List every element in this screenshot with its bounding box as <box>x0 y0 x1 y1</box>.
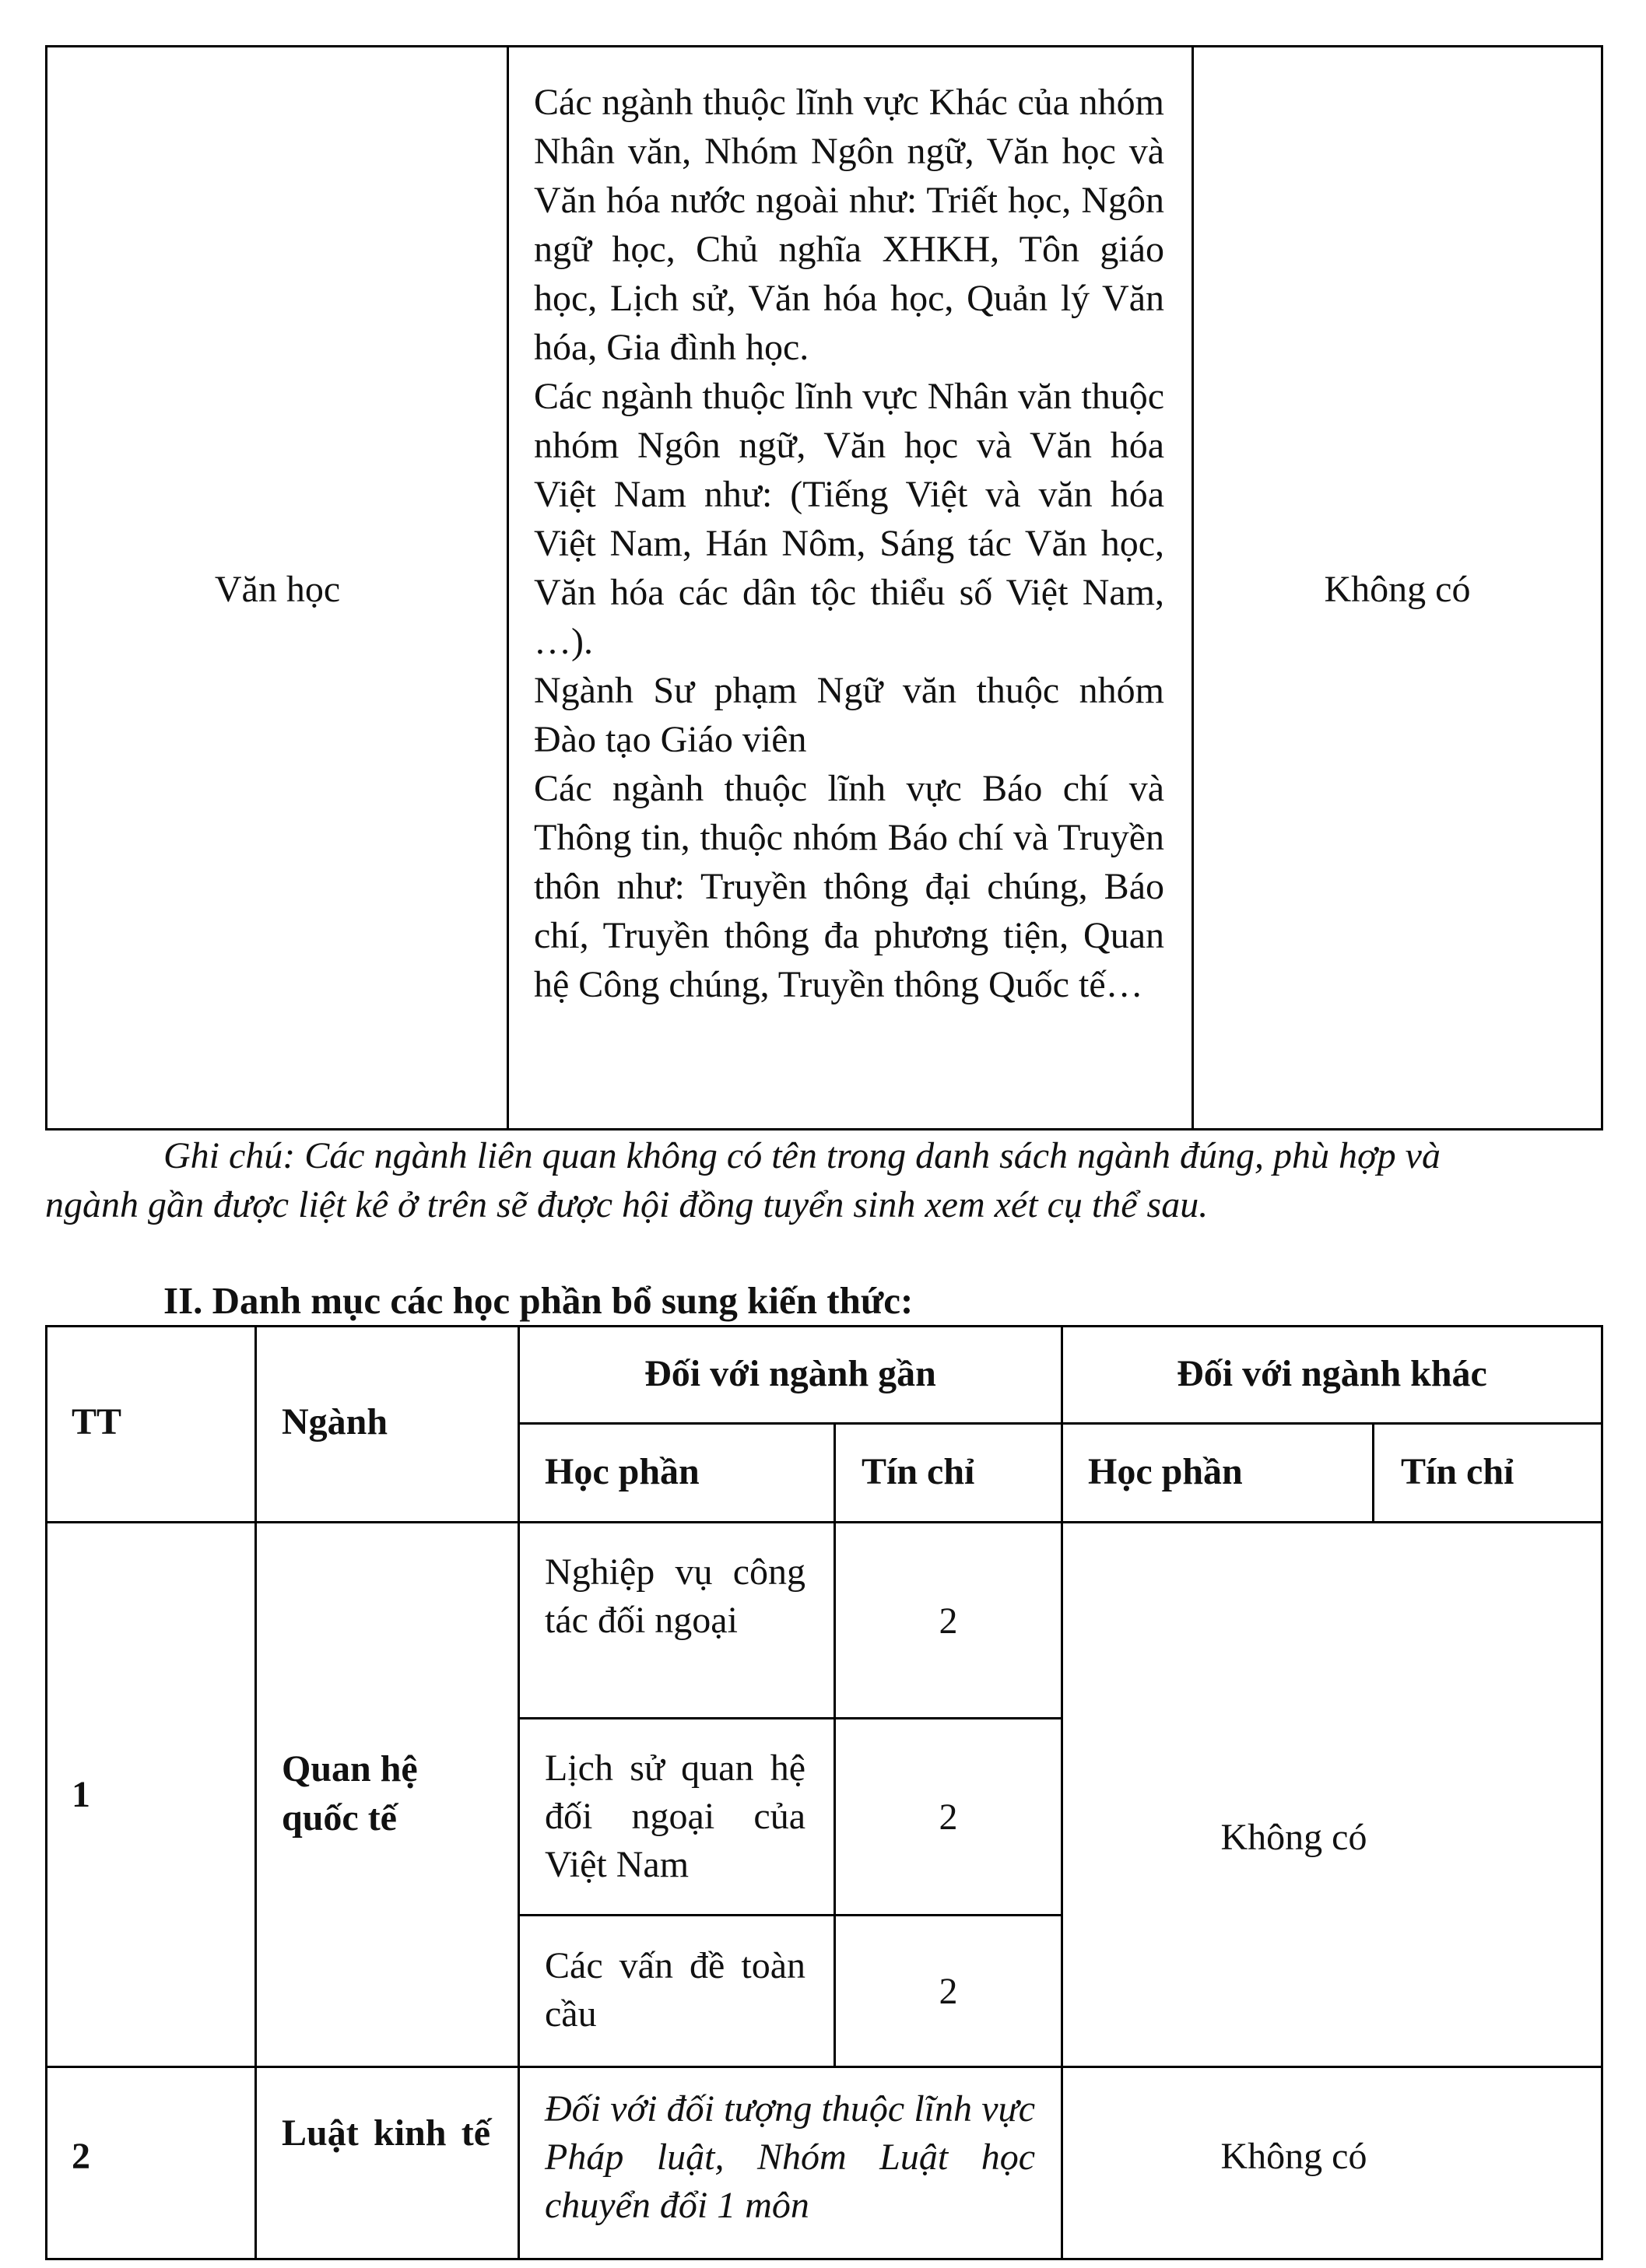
row-2-tt: 2 <box>72 2136 90 2177</box>
note-line-2: ngành gần được liệt kê ở trên sẽ được hội đồng tuyển sinh xem xét cụ thể sau. <box>45 1184 1209 1225</box>
row-2-other: Không có <box>1220 2136 1367 2177</box>
related-field-item: Các ngành thuộc lĩnh vực Nhân văn thuộc nhóm Ngôn ngữ, Văn học và Văn hóa Việt Nam như: (Tiếng Việt và văn hóa Việt Nam, Hán Nôm, Sáng tác Văn học, Văn hóa các dân tộc thiểu số Việt Nam, …). <box>534 376 1164 662</box>
header-near-group: Đối với ngành gần <box>644 1353 936 1394</box>
header-course-near: Học phần <box>545 1451 700 1492</box>
table-border <box>518 1914 1062 1916</box>
related-field-item: Các ngành thuộc lĩnh vực Khác của nhóm Nhân văn, Nhóm Ngôn ngữ, Văn học và Văn hóa nước ngoài như: Triết học, Ngôn ngữ học, Chủ nghĩa XHKH, Tôn giáo học, Lịch sử, Văn hóa học, Quản lý Văn hóa, Gia đình học. <box>534 82 1164 368</box>
row-1-other: Không có <box>1220 1817 1367 1858</box>
section-heading: II. Danh mục các học phần bổ sung kiến thức: <box>163 1279 914 1322</box>
row-1-tt: 1 <box>72 1774 90 1815</box>
table-border <box>45 45 47 1130</box>
row-1-course-3: Các vấn đề toàn cầu <box>545 1945 805 2035</box>
row-2-major: Luật kinh tế <box>282 2112 490 2154</box>
header-major: Ngành <box>282 1401 388 1442</box>
major-name-cell: Văn học <box>214 569 341 610</box>
table-border <box>45 2066 1603 2068</box>
table-border <box>1061 1325 1063 2260</box>
header-tt: TT <box>72 1401 122 1442</box>
row-1-course-1: Nghiệp vụ công tác đối ngoại <box>545 1551 805 1641</box>
table-border <box>1372 1422 1374 1521</box>
table-border <box>45 1325 47 2260</box>
table-border <box>45 1128 1603 1130</box>
note-line-1: Ghi chú: Các ngành liên quan không có tên trong danh sách ngành đúng, phù hợp và <box>163 1135 1441 1176</box>
table-border <box>45 1325 1603 1327</box>
table-border <box>507 45 509 1130</box>
row-1-credits-3: 2 <box>939 1971 958 2012</box>
table-border <box>254 1325 257 2260</box>
header-credits-other: Tín chỉ <box>1401 1451 1514 1492</box>
row-1-major: Quan hệ quốc tế <box>282 1748 418 1839</box>
related-field-item: Các ngành thuộc lĩnh vực Báo chí và Thông tin, thuộc nhóm Báo chí và Truyền thôn như: Truyền thông đại chúng, Báo chí, Truyền thông đa phương tiện, Quan hệ Công chúng, Truyền thông Quốc tế… <box>534 768 1164 1005</box>
header-other-group: Đối với ngành khác <box>1177 1353 1487 1394</box>
table-border <box>45 2258 1603 2260</box>
row-1-credits-2: 2 <box>939 1797 958 1838</box>
row-2-near-note: Đối với đối tượng thuộc lĩnh vực Pháp luật, Nhóm Luật học chuyển đổi 1 môn <box>545 2088 1035 2226</box>
table-border <box>518 1717 1062 1719</box>
row-1-course-2: Lịch sử quan hệ đối ngoại của Việt Nam <box>545 1747 805 1885</box>
table-border <box>1601 1325 1603 2260</box>
related-fields-cell <box>534 78 1164 1009</box>
row-1-credits-1: 2 <box>939 1600 958 1642</box>
table-border <box>45 1521 1603 1523</box>
table-border <box>1601 45 1603 1130</box>
table-border <box>45 45 1603 47</box>
other-fields-cell: Không có <box>1324 569 1471 610</box>
related-field-item: Ngành Sư phạm Ngữ văn thuộc nhóm Đào tạo Giáo viên <box>534 670 1164 760</box>
header-course-other: Học phần <box>1088 1451 1243 1492</box>
table-border <box>518 1325 520 2260</box>
header-credits-near: Tín chỉ <box>862 1451 975 1492</box>
